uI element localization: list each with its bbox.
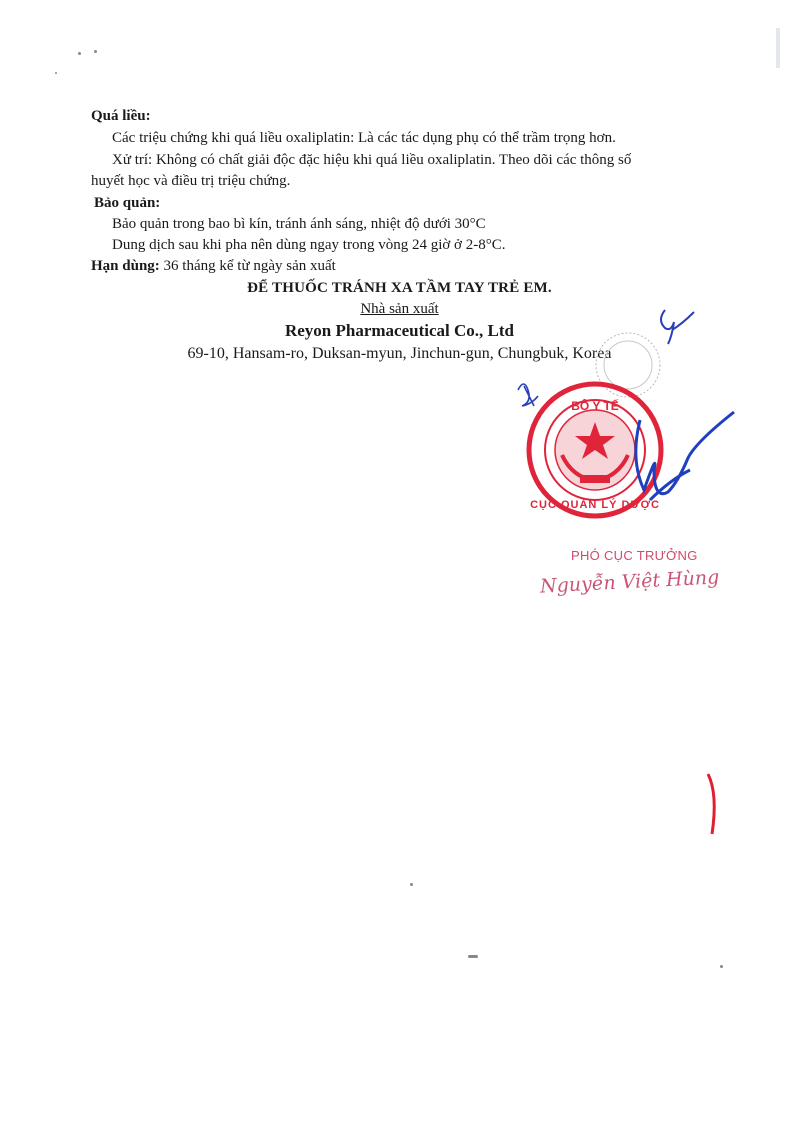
shelf-life [91,256,336,276]
overdose-heading: Quá liều: [91,108,151,124]
manufacturer-name: Reyon Pharmaceutical Co., Ltd [284,321,514,340]
overdose-treatment-line2: huyết học và điều trị triệu chứng. [91,173,291,189]
seal-top-text: BỘ Y TẾ [571,399,619,413]
scan-edge-shadow [776,28,780,68]
scan-speck [55,72,57,74]
seal-bottom-text: CỤC QUẢN LÝ DƯỢC [530,499,660,511]
storage-heading: Bảo quản: [94,195,161,211]
scan-speck [720,965,723,968]
manufacturer-label: Nhà sản xuất [360,301,439,317]
scan-speck [468,955,478,958]
shelf-life-label: Hạn dùng: [91,258,160,274]
signatory-title: PHÓ CỤC TRƯỞNG [571,548,698,563]
storage-line1: Bảo quản trong bao bì kín, tránh ánh sáng, nhiệt độ dưới 30°C [112,216,486,232]
scan-speck [94,50,97,53]
signatory-name: Nguyễn Việt Hùng [539,566,720,598]
manufacturer-address: 69-10, Hansam-ro, Duksan-myun, Jinchun-gun, Chungbuk, Korea [187,345,612,362]
storage-line2: Dung dịch sau khi pha nên dùng ngay trong vòng 24 giờ ở 2-8°C. [112,237,506,253]
initials-signature-icon [661,310,694,344]
scan-speck [78,52,81,55]
shelf-life-value: 36 tháng kể từ ngày sản xuất [159,258,336,274]
overdose-treatment-line1: Xử trí: Không có chất giải độc đặc hiệu khi quá liều oxaliplatin. Theo dõi các thông số [112,152,632,168]
scan-speck [410,883,413,886]
red-edge-mark-icon [700,770,724,840]
child-warning: ĐỂ THUỐC TRÁNH XA TẦM TAY TRẺ EM. [247,280,552,296]
small-signature-mark-icon [518,384,538,406]
overdose-symptoms: Các triệu chứng khi quá liều oxaliplatin: Là các tác dụng phụ có thể trầm trọng hơn. [112,130,616,146]
